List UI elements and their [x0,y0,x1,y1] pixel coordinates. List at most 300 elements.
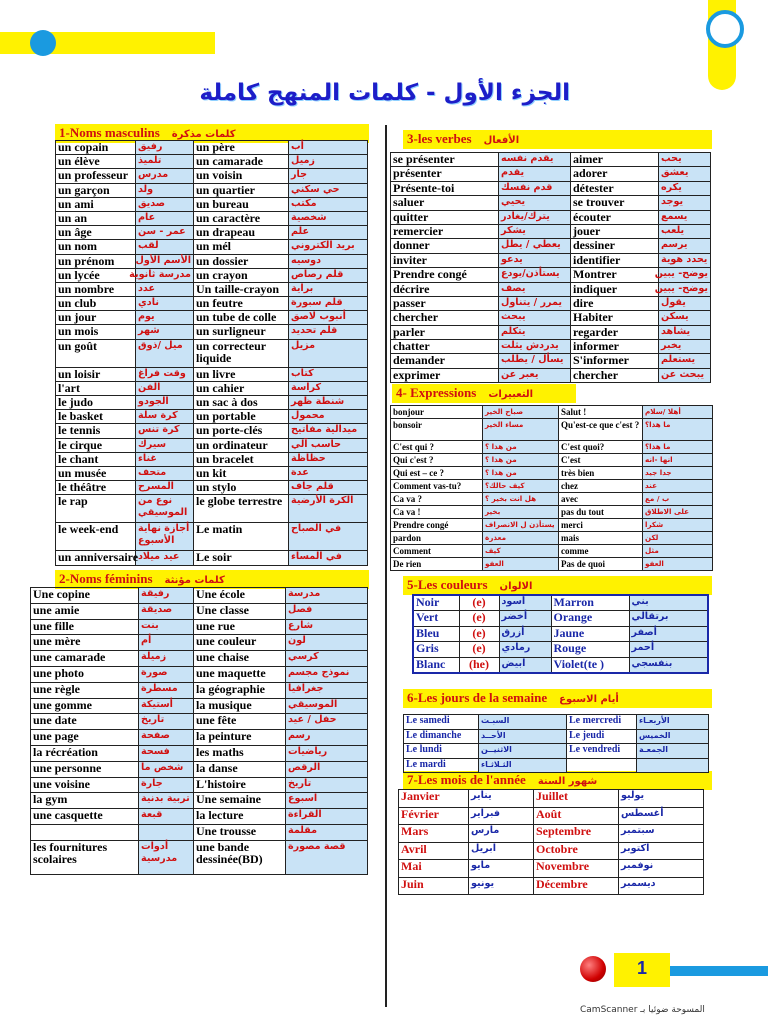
arabic-translation: يوضح- يبين [659,268,711,282]
french-word: pas du tout [559,506,643,519]
arabic-translation: نوع من الموسيقي [136,495,194,523]
french-word: (e) [459,626,499,642]
noms-feminins-row [31,730,368,746]
french-word: un loisir [56,367,136,381]
french-word: un ami [56,197,136,211]
noms-masculins-row [56,254,368,268]
french-word: un âge [56,226,136,240]
verbes-row [391,181,711,195]
verbes-row [391,268,711,282]
arabic-translation: أصفر [629,626,708,642]
french-word: Violet(te ) [551,657,629,673]
french-word: une bande dessinée(BD) [194,840,286,874]
arabic-translation: مدرسة ثانوية [136,268,194,282]
arabic-translation: ميدالية مفاتيح [289,424,368,438]
arabic-translation [139,824,194,840]
column-divider [385,125,387,1007]
expressions-row [391,506,713,519]
arabic-translation: سبتمبر [619,825,704,843]
french-word: C'est [559,454,643,467]
arabic-translation: المسرح [136,481,194,495]
arabic-translation: رفيقة [139,588,194,604]
french-word: un drapeau [194,226,289,240]
mois-header [403,771,712,790]
noms-feminins-row [31,714,368,730]
arabic-translation: علم [289,226,368,240]
french-word: un ordinateur [194,438,289,452]
french-word: chatter [391,340,499,354]
verbes-title: 3-les verbes [407,131,472,146]
jours-title-ar: أيام الاسبوع [559,694,619,705]
mois-row [399,825,704,843]
arabic-translation: يدعو [499,253,571,267]
arabic-translation: ما هذا؟ [643,441,713,454]
verbes-row [391,153,711,167]
noms-feminins-row [31,619,368,635]
arabic-translation: انها -انه [643,454,713,467]
arabic-translation: صباح الخير [483,406,559,419]
arabic-translation: رسم [286,730,368,746]
arabic-translation: هل انت بخير ؟ [483,493,559,506]
french-word: une couleur [194,635,286,651]
french-word: une gomme [31,698,139,714]
expressions-title-ar: التعبيرات [488,389,534,400]
french-word: les fournitures scolaires [31,840,139,874]
french-word: Qu'est-ce que c'est ? [559,419,643,441]
verbes-row [391,224,711,238]
header-ring [706,10,744,48]
arabic-translation: يقدم نفسه [499,153,571,167]
french-word: (e) [459,611,499,627]
arabic-translation: صورة [139,666,194,682]
noms-masculins-row [56,367,368,381]
arabic-translation: مسطرة [139,682,194,698]
jours-title: 6-Les jours de la semaine [407,690,548,705]
arabic-translation: بريد الكتروني [289,240,368,254]
french-word: Une école [194,588,286,604]
jours-header [403,689,712,708]
arabic-translation: شنطة ظهر [289,396,368,410]
french-word: la géographie [194,682,286,698]
french-word: un mois [56,325,136,339]
french-word: un élève [56,155,136,169]
noms-feminins-row [31,761,368,777]
arabic-translation: يلعب [659,224,711,238]
expressions-row [391,532,713,545]
french-word: se présenter [391,153,499,167]
french-word: Le mardi [404,758,479,773]
expressions-row [391,480,713,493]
arabic-translation: بني [629,595,708,611]
arabic-translation: العفو [643,558,713,571]
french-word: détester [571,181,659,195]
arabic-translation: فبراير [469,807,534,825]
arabic-translation: الجودو [136,396,194,410]
french-word: regarder [571,325,659,339]
french-word: une amie [31,603,139,619]
arabic-translation: يمرر / يتناول [499,296,571,310]
arabic-translation: ابريل [469,842,534,860]
arabic-translation [637,758,709,773]
arabic-translation: تلميذ [136,155,194,169]
french-word: Présente-toi [391,181,499,195]
arabic-translation: دوسيه [289,254,368,268]
arabic-translation: يسمع [659,210,711,224]
arabic-translation: قلم سبورة [289,297,368,311]
mois-table [398,789,704,895]
noms-feminins-title-ar: كلمات مؤنثة [164,575,225,586]
french-word: un correcteur liquide [194,339,289,367]
noms-feminins-table [30,587,368,875]
arabic-translation: كراسة [289,381,368,395]
french-word: Le soir [194,551,289,565]
footer-blue-bar [670,966,768,976]
french-word: une fête [194,714,286,730]
french-word: Mai [399,860,469,878]
french-word: un kit [194,466,289,480]
couleurs-row [413,642,708,658]
french-word: une photo [31,666,139,682]
noms-feminins-row [31,682,368,698]
noms-masculins-title: 1-Noms masculins [59,125,160,140]
arabic-translation: جار [289,169,368,183]
arabic-translation: تاريخ [286,777,368,793]
arabic-translation: رفيق [136,141,194,155]
french-word: la danse [194,761,286,777]
french-word: Le mercredi [567,715,637,730]
noms-masculins-row [56,381,368,395]
french-word: adorer [571,167,659,181]
arabic-translation: رياضيات [286,745,368,761]
french-word: un bracelet [194,452,289,466]
expressions-row [391,454,713,467]
french-word: la musique [194,698,286,714]
expressions-row [391,467,713,480]
arabic-translation: يصف [499,282,571,296]
mois-title-ar: شهور السنة [537,776,598,787]
arabic-translation: جدا جيد [643,467,713,480]
french-word: un quartier [194,183,289,197]
french-word: Blanc [413,657,459,673]
french-word: chercher [571,368,659,382]
arabic-translation: الموسيقي [286,698,368,714]
arabic-translation: يشكر [499,224,571,238]
noms-masculins-row [56,466,368,480]
french-word: un mél [194,240,289,254]
expressions-row [391,545,713,558]
french-word: Le dimanche [404,729,479,744]
french-word: un tube de colle [194,311,289,325]
french-word: le week-end [56,523,136,551]
arabic-translation: الأسم الأول [136,254,194,268]
jours-row [404,758,709,773]
arabic-translation: يسأل / يطلب [499,354,571,368]
noms-masculins-row [56,452,368,466]
arabic-translation: مساء الخير [483,419,559,441]
mois-row [399,842,704,860]
french-word: informer [571,340,659,354]
french-word: la récréation [31,745,139,761]
french-word [31,824,139,840]
verbes-row [391,311,711,325]
verbes-table [390,152,711,383]
mois-row [399,807,704,825]
noms-masculins-row [56,169,368,183]
arabic-translation: وقت فراغ [136,367,194,381]
french-word: Salut ! [559,406,643,419]
arabic-translation: شخص ما [139,761,194,777]
noms-masculins-title-ar: كلمات مذكرة [171,129,236,140]
french-word: Le jeudi [567,729,637,744]
french-word: Janvier [399,790,469,808]
french-word: (e) [459,642,499,658]
arabic-translation: حاسب آلي [289,438,368,452]
french-word: Une copine [31,588,139,604]
french-word: un garçon [56,183,136,197]
arabic-translation: يبحث عن [659,368,711,382]
french-word: Août [534,807,619,825]
arabic-translation: أسود [499,595,551,611]
jours-row [404,729,709,744]
arabic-translation: حظاظة [289,452,368,466]
arabic-translation: كرة تنس [136,424,194,438]
french-word: Jaune [551,626,629,642]
noms-masculins-row [56,523,368,551]
arabic-translation: مزيل [289,339,368,367]
expressions-row [391,406,713,419]
arabic-translation: بخير [483,506,559,519]
arabic-translation: يترك/يغادر [499,210,571,224]
french-word: un lycée [56,268,136,282]
french-word: merci [559,519,643,532]
arabic-translation: على الاطلاق [643,506,713,519]
arabic-translation: محمول [289,410,368,424]
french-word: Pas de quoi [559,558,643,571]
expressions-row [391,493,713,506]
french-word: remercier [391,224,499,238]
french-word: un stylo [194,481,289,495]
arabic-translation: قلم رصاص [289,268,368,282]
french-word: passer [391,296,499,310]
french-word: un an [56,211,136,225]
french-word: (he) [459,657,499,673]
noms-masculins-row [56,155,368,169]
french-word: la lecture [194,809,286,825]
arabic-translation: تاريخ [139,714,194,730]
expressions-row [391,558,713,571]
french-word: un camarade [194,155,289,169]
scanner-mark: المسوحة ضوئيا بـ CamScanner [580,1005,705,1015]
arabic-translation: عام [136,211,194,225]
verbes-header [403,130,712,149]
mois-row [399,860,704,878]
french-word: un copain [56,141,136,155]
french-word: Comment vas-tu? [391,480,483,493]
french-word: un sac à dos [194,396,289,410]
arabic-translation: عدد [136,282,194,296]
arabic-translation: من هذا ؟ [483,467,559,480]
french-word: Qui c'est ? [391,454,483,467]
noms-masculins-table [55,140,368,566]
arabic-translation: العفو [483,558,559,571]
arabic-translation: الكرة الأرضية [289,495,368,523]
french-word: demander [391,354,499,368]
jours-row [404,715,709,730]
arabic-translation: صديق [136,197,194,211]
french-word: bonsoir [391,419,483,441]
verbes-title-ar: الأفعال [483,135,520,146]
french-word: Novembre [534,860,619,878]
french-word: Juin [399,877,469,895]
arabic-translation: اسبوع [286,793,368,809]
page-number: 1 [636,958,647,978]
arabic-translation: لقب [136,240,194,254]
verbes-row [391,253,711,267]
noms-feminins-row [31,651,368,667]
french-word: Bleu [413,626,459,642]
verbes-row [391,340,711,354]
mois-row [399,877,704,895]
couleurs-row [413,626,708,642]
arabic-translation: مكتب [289,197,368,211]
couleurs-table [412,594,709,674]
french-word: bonjour [391,406,483,419]
arabic-translation: قصة مصورة [286,840,368,874]
arabic-translation: الجمعـة [637,744,709,759]
expressions-title: 4- Expressions [396,385,477,400]
arabic-translation: كرسي [286,651,368,667]
french-word: Noir [413,595,459,611]
french-word: une fille [31,619,139,635]
french-word: Septembre [534,825,619,843]
arabic-translation: قلم تحديد [289,325,368,339]
jours-row [404,744,709,759]
noms-masculins-row [56,396,368,410]
arabic-translation: نادي [136,297,194,311]
arabic-translation: يوجد [659,196,711,210]
french-word: un crayon [194,268,289,282]
arabic-translation: جغرافيا [286,682,368,698]
arabic-translation: يبحث [499,311,571,325]
arabic-translation: ابيض [499,657,551,673]
noms-masculins-row [56,282,368,296]
arabic-translation: أحمر [629,642,708,658]
noms-masculins-row [56,410,368,424]
french-word: un musée [56,466,136,480]
french-word: jouer [571,224,659,238]
arabic-translation: أنبوب لاصق [289,311,368,325]
french-word: un professeur [56,169,136,183]
arabic-translation: يحيي [499,196,571,210]
arabic-translation: زميلة [139,651,194,667]
arabic-translation: عمر - سن [136,226,194,240]
arabic-translation: القراءة [286,809,368,825]
french-word [567,758,637,773]
french-word: Le samedi [404,715,479,730]
arabic-translation: الثـلاثـاء [479,758,567,773]
noms-masculins-row [56,141,368,155]
arabic-translation: يخبر [659,340,711,354]
french-word: un goût [56,339,136,367]
verbes-row [391,296,711,310]
french-word: Gris [413,642,459,658]
french-word: donner [391,239,499,253]
french-word: un caractère [194,211,289,225]
arabic-translation: يشاهد [659,325,711,339]
arabic-translation: يسكن [659,311,711,325]
french-word: indiquer [571,282,659,296]
couleurs-title: 5-Les couleurs [407,577,488,592]
noms-masculins-row [56,268,368,282]
arabic-translation: مارس [469,825,534,843]
french-word: une voisine [31,777,139,793]
arabic-translation: يعطي / يطل [499,239,571,253]
noms-masculins-row [56,438,368,452]
header-blue-circle [30,30,56,56]
french-word: écouter [571,210,659,224]
french-word: L'histoire [194,777,286,793]
french-word: une date [31,714,139,730]
arabic-translation: ميل /ذوق [136,339,194,367]
french-word: le judo [56,396,136,410]
french-word: le théâtre [56,481,136,495]
arabic-translation: غناء [136,452,194,466]
expressions-header [392,384,576,403]
arabic-translation: كتاب [289,367,368,381]
footer-red-ball [580,956,606,982]
french-word: dessiner [571,239,659,253]
arabic-translation: معذرة [483,532,559,545]
french-word: Février [399,807,469,825]
arabic-translation: من هذا ؟ [483,441,559,454]
french-word: De rien [391,558,483,571]
arabic-translation: كرة سلة [136,410,194,424]
noms-feminins-title: 2-Noms féminins [59,571,153,586]
arabic-translation: حفل / عيد [286,714,368,730]
french-word: une page [31,730,139,746]
french-word: (e) [459,595,499,611]
mois-title: 7-Les mois de l'année [407,772,526,787]
noms-masculins-row [56,240,368,254]
arabic-translation: من هذا ؟ [483,454,559,467]
noms-feminins-row [31,777,368,793]
arabic-translation: كيف حالك؟ [483,480,559,493]
french-word: Avril [399,842,469,860]
french-word: chercher [391,311,499,325]
french-word: Qui est – ce ? [391,467,483,480]
french-word: la gym [31,793,139,809]
french-word: Habiter [571,311,659,325]
arabic-translation: في الصباح [289,523,368,551]
expressions-table [390,405,713,571]
arabic-translation: شارع [286,619,368,635]
arabic-translation: لون [286,635,368,651]
couleurs-row [413,595,708,611]
arabic-translation: شخصية [289,211,368,225]
french-word: un feutre [194,297,289,311]
arabic-translation: مقلمة [286,824,368,840]
french-word: Une classe [194,603,286,619]
arabic-translation: قلم جاف [289,481,368,495]
arabic-translation: مثل [643,545,713,558]
french-word: Ca va ! [391,506,483,519]
french-word: exprimer [391,368,499,382]
mois-row [399,790,704,808]
french-word: une règle [31,682,139,698]
arabic-translation: ما هذا؟ [643,419,713,441]
french-word: Le vendredi [567,744,637,759]
noms-masculins-row [56,211,368,225]
